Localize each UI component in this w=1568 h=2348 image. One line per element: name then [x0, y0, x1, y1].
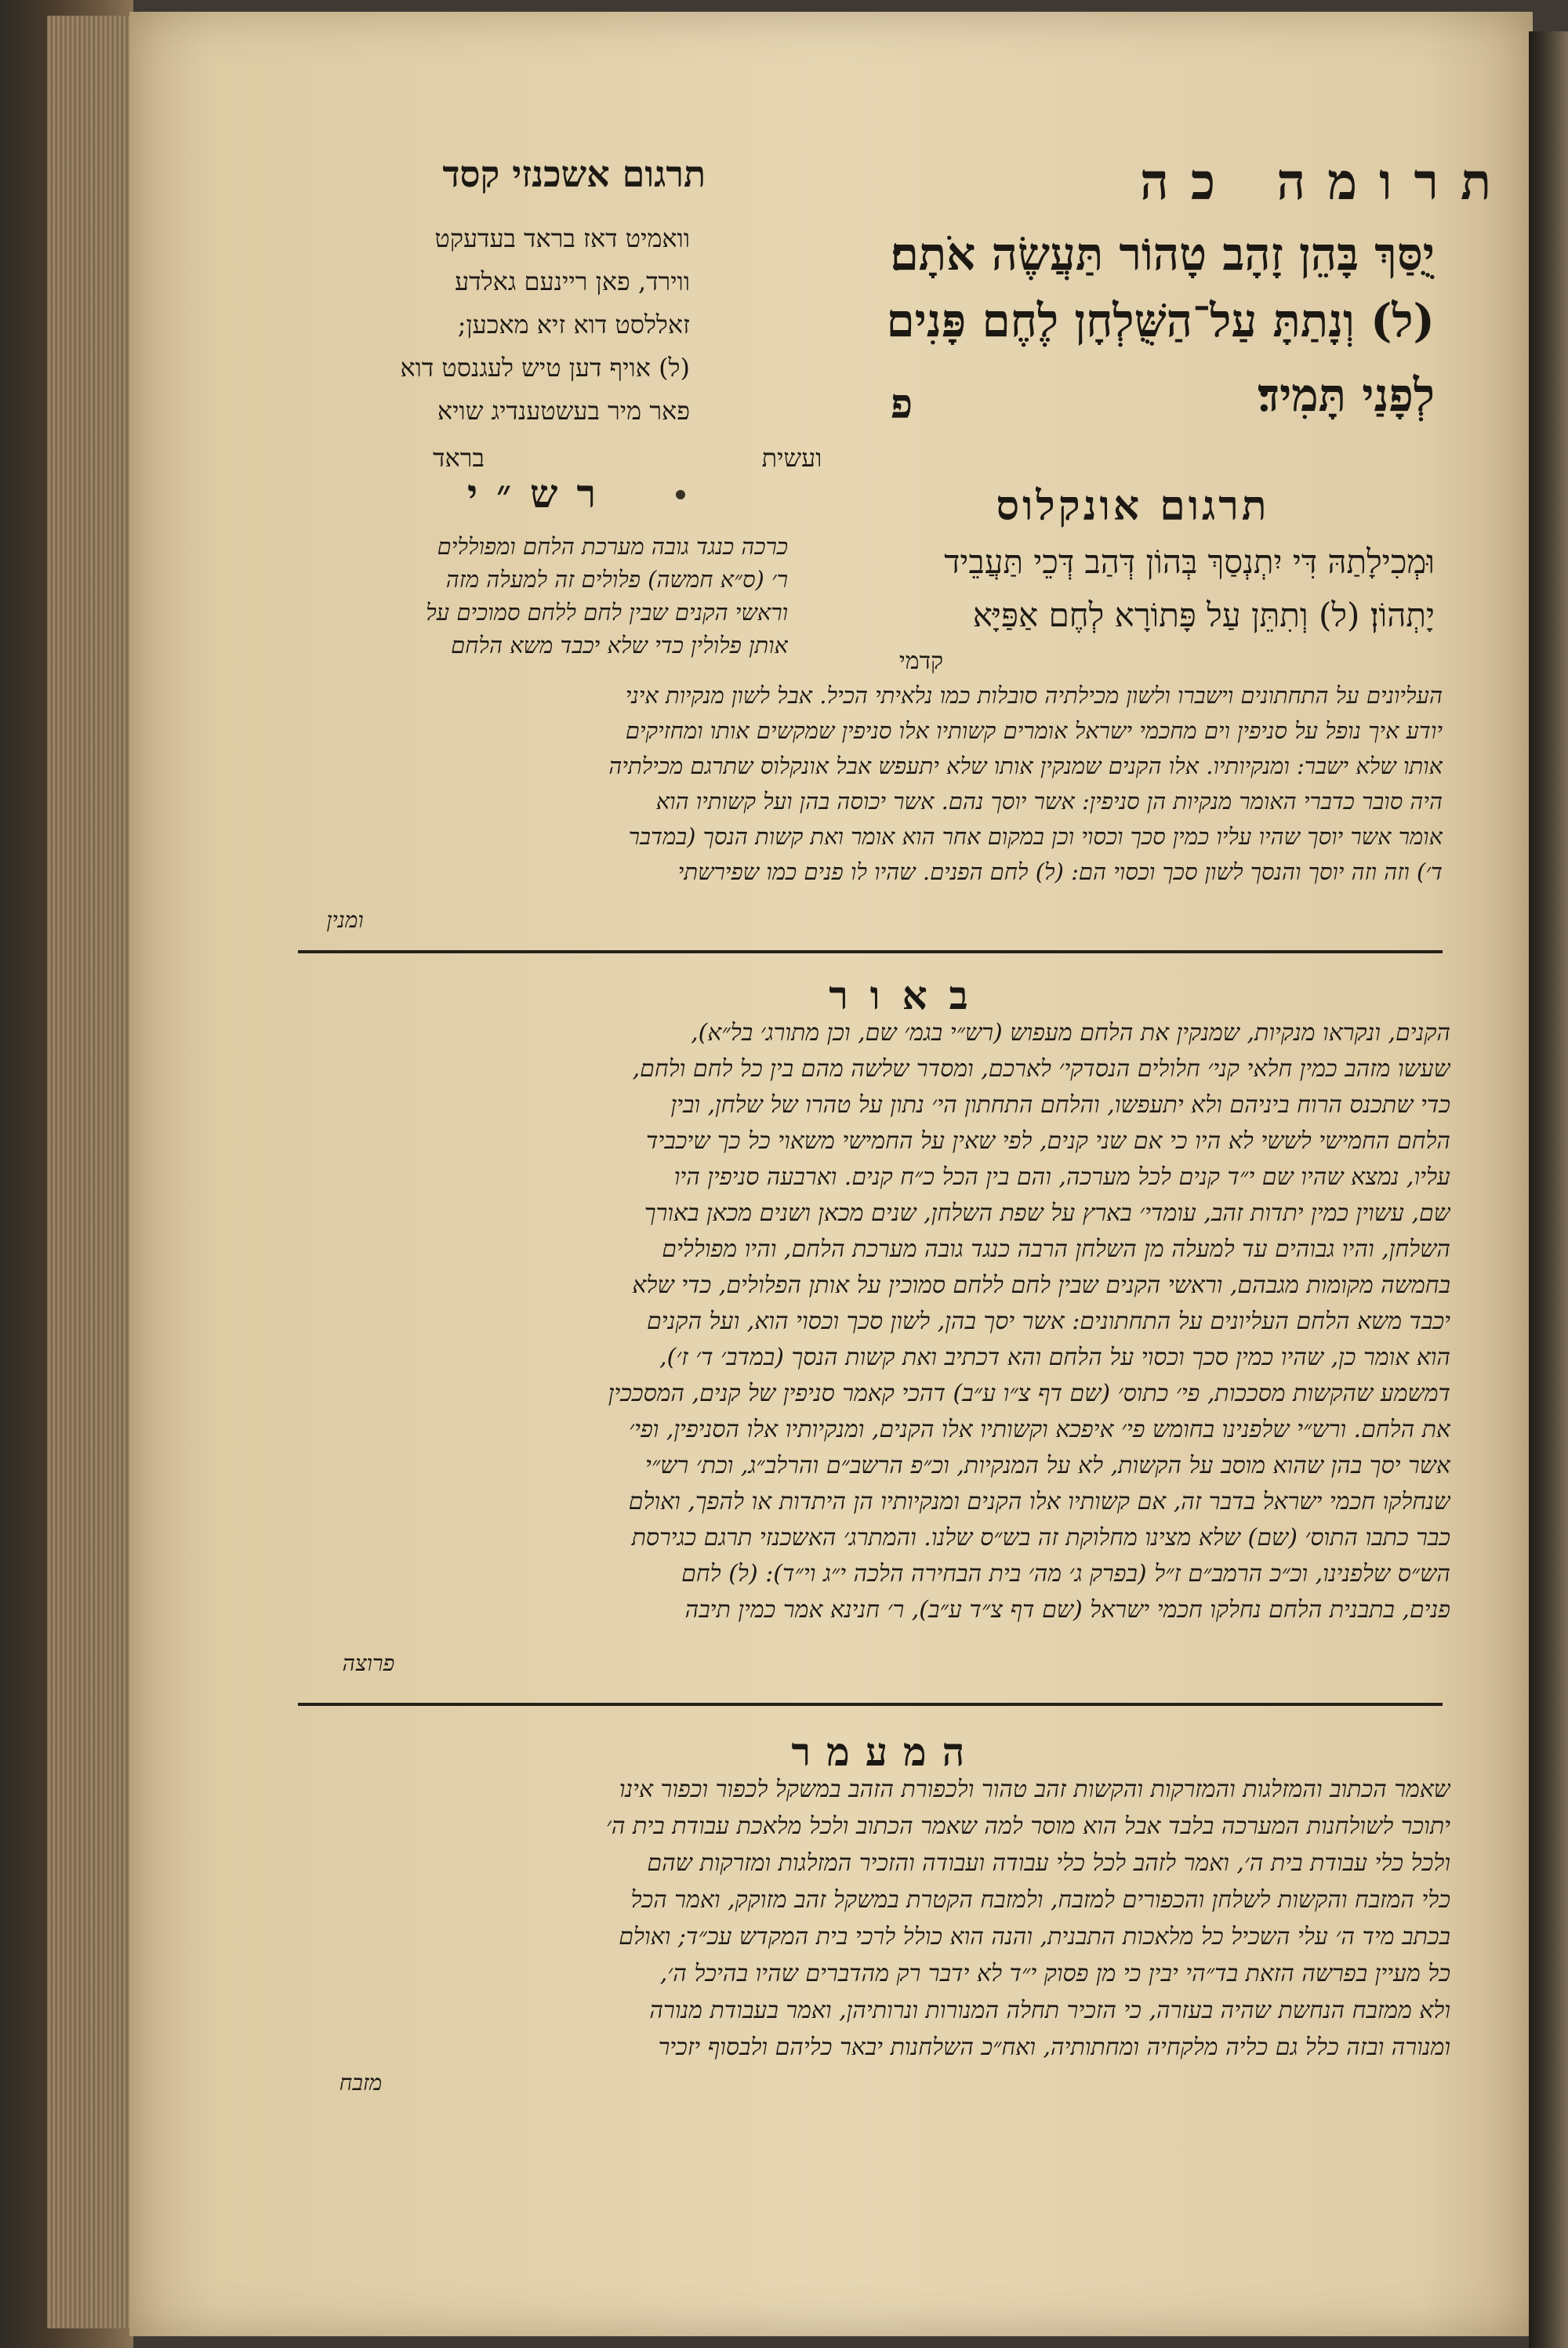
- verse-line: לְפָנַי תָּמִיד׃: [1258, 368, 1435, 422]
- rashi-catchword: ומנין: [326, 907, 364, 933]
- verse-line: יֻסַּךְ בָּהֵן זָהָב טָהוֹר תַּעֲשֶׂה אֹתָם׃: [890, 227, 1435, 281]
- onkelos-line: יָתְהוֹן׃ (ל) וְתִתֵּן עַל פָּתוֹרָא לְחֶם אַפַּיָּא: [972, 596, 1435, 634]
- biur-line: כדי שתכנס הרוח ביניהם ולא יתעפשו, והלחם התחתון הי׳ נתון על טהרו של שלחן, ובין: [670, 1091, 1450, 1119]
- verse-catchword: ועשית: [761, 443, 822, 473]
- onkelos-header: תרגום אונקלוס: [996, 482, 1270, 530]
- maamar-line: ולא ממזבח הנחשת שהיה בעזרה, כי הזכיר תחלה המנורות ונרותיהן, ואמר בעבודת מנורה: [649, 1997, 1450, 2024]
- biur-line: עליו, נמצא שהיו שם י״ד קנים לכל מערכה, והם בין הכל כ״ח קנים. וארבעה סניפין היו: [673, 1163, 1450, 1191]
- biur-line: הקנים, ונקראו מנקיות, שמנקין את הלחם מעפוש (רש״י בגמ׳ שם, וכן מתורג׳ בל״א),: [691, 1019, 1450, 1047]
- biur-line: אשר יסך בהן שהוא מוסב על הקשות, לא על המנקיות, וכ״פ הרשב״ם והרלב״ג, וכת׳ רש״י: [644, 1452, 1450, 1479]
- rashi-header: רש״י: [466, 470, 615, 517]
- rashi-line: כרכה כנגד גובה מערכת הלחם ומפוללים: [437, 533, 788, 560]
- biur-line: בחמשה מקומות מגבהם, וראשי הקנים שבין לחם ללחם סמוכין על אותן הפלולים, כדי שלא: [632, 1272, 1450, 1299]
- onkelos-catchword: קדמי: [898, 648, 944, 675]
- verse-line: (ל) וְנָתַתָּ עַל־הַשֻּׁלְחָן לֶחֶם פָּנִים: [886, 294, 1435, 347]
- parsha-pe-mark: פ: [890, 380, 913, 428]
- maamar-line: ומנורה ובזה כלל גם כליה מלקחיה ומחתותיה, ואח״כ השלחנות יבאר כליהם ולבסוף יזכיר: [658, 2034, 1450, 2061]
- yiddish-line: פאר מיר בעשטענדיג שויא: [437, 396, 690, 426]
- biur-line: את הלחם. ורש״י שלפנינו בחומש פי׳ איפכא וקשותיו אלו הקנים, ומנקיותיו אלו הסניפין, ופי׳: [629, 1416, 1450, 1443]
- biur-line: פנים, בתבנית הלחם נחלקו חכמי ישראל (שם דף צ״ד ע״ב), ר׳ חנינא אמר כמין תיבה: [684, 1596, 1450, 1624]
- rashi-line: וראשי הקנים שבין לחם ללחם סמוכים על: [426, 599, 788, 626]
- biur-line: השלחן, והיו גבוהים עד למעלה מן השלחן הרבה כנגד גובה מערכת הלחם, והיו מפוללים: [662, 1236, 1450, 1263]
- rashi-ornament-dot: [676, 490, 685, 499]
- rashi-line: אומר אשר יוסך שהיו עליו כמין סכך וכסוי וכן במקום אחר הוא אומר ואת קשות הנסך (במדבר: [628, 823, 1443, 850]
- yiddish-catchword: בראד: [433, 443, 485, 473]
- targum-ashkenazi-header: תרגום אשכנזי קסד: [442, 153, 706, 195]
- rashi-line: העליונים על התחתונים וישברו ולשון מכילתיה סובלות כמו נלאיתי הכיל. אבל לשון מנקיות איני: [625, 682, 1443, 709]
- maamar-line: בכתב מיד ה׳ עלי השכיל כל מלאכות התבנית, והנה הוא כולל לרכי בית המקדש עכ״ד; ואולם: [619, 1923, 1450, 1951]
- rashi-line: אותו שלא ישבר: ומנקיותיו. אלו הקנים שמנקין אותו שלא יתעפש אבל אונקלוס שתרגם מכילתיה: [608, 753, 1443, 779]
- section-divider: [298, 1703, 1443, 1706]
- maamar-header: המעמר: [791, 1729, 981, 1775]
- biur-line: כבר כתבו התוס׳ (שם) שלא מצינו מחלוקת זה בש״ס שלנו. והמתרג׳ האשכנזי תרגם כגירסת: [631, 1524, 1450, 1551]
- yiddish-line: (ל) אויף דען טיש לעגנסט דוא: [400, 353, 690, 383]
- yiddish-line: ווירד, פאן ריינעם גאלדע: [455, 267, 690, 296]
- rashi-line: ד׳) וזה וזה יוסך והנסך לשון סכך וכסוי הם: (ל) לחם הפנים. שהיו לו פנים כמו שפירשתי: [677, 858, 1443, 885]
- maamar-line: כל מעיין בפרשה הזאת בד״הי יבין כי מן פסוק י״ד לא ידבר רק מהדברים שהיו בהיכל ה׳,: [659, 1960, 1450, 1987]
- rashi-line: ר׳ (ס״א חמשה) פלולים זה למעלה מזה: [445, 566, 788, 593]
- biur-line: שנחלקו חכמי ישראל בדבר זה, אם קשותיו אלו הקנים ומנקיותיו הן היתדות או להפך, ואולם: [628, 1488, 1450, 1515]
- parsha-header: תרומה כה: [1140, 153, 1513, 212]
- biur-line: יכבד משא הלחם העליונים על התחתונים: אשר יסך בהן, לשון סכך וכסוי הוא, ועל הקנים: [647, 1308, 1450, 1335]
- rashi-line: אותן פלולין כדי שלא יכבד משא הלחם: [451, 632, 788, 659]
- rashi-line: היה סובר כדברי האומר מנקיות הן סניפין: אשר יוסך נהם. אשר יכוסה בהן ועל קשותיו הוא: [655, 788, 1443, 815]
- maamar-line: כלי המזבח והקשות לשלחן והכפורים למזבח, ולמזבח הקטרת במשקל זהב מזוקק, ואמר הכל: [630, 1886, 1450, 1914]
- biur-line: שם, עשוין כמין יתדות זהב, עומדי׳ בארץ על שפת השלחן, שנים מכאן ושנים מכאן באורך: [644, 1199, 1450, 1227]
- yiddish-line: וואמיט דאז בראד בעדעקט: [434, 223, 690, 253]
- facing-page-edge: [1529, 31, 1568, 2348]
- maamar-line: ולכל כלי עבודת בית ה׳, ואמר לזהב לכל כלי עבודה ועבודה והזכיר המזלגות ומזרקות שהם: [647, 1849, 1450, 1877]
- onkelos-line: וּמְכִילָתַהּ דִּי יִתְנְסַךְ בְּהוֹן דְּהַב דְּכֵי תַּעֲבֵיד: [944, 543, 1435, 581]
- rashi-line: יודע איך נופל על סניפין וים מחכמי ישראל אומרים קשותיו אלו סניפין שמקשים אותו ומחזיקים: [625, 717, 1443, 744]
- biur-line: שעשו מזהב כמין חלאי קני׳ חלולים הנסדקי׳ לארכם, ומסדר שלשה מהם בין כל לחם ולחם,: [632, 1055, 1450, 1083]
- biur-header: באור: [829, 972, 990, 1018]
- maamar-line: שאמר הכתוב והמזלגות והמזרקות והקשות זהב טהור ולכפורת הזהב במשקל לכפור וכפור אינו: [619, 1776, 1450, 1803]
- maamar-line: יתוכר לשולחנות המערכה בלבד אבל הוא מוסר למה שאמר הכתוב ולכל מלאכת עבודת בית ה׳: [606, 1813, 1450, 1840]
- biur-line: דמשמע שהקשות מסככות, פי׳ כתוס׳ (שם דף צ״ו ע״ב) דהכי קאמר סניפין של קנים, המסככין: [608, 1380, 1450, 1407]
- biur-line: הש״ס שלפנינו, וכ״כ הרמב״ם ז״ל (בפרק ג׳ מה׳ בית הבחירה הלכה י״ג וי״ד): (ל) לחם: [681, 1560, 1450, 1588]
- section-divider: [298, 950, 1443, 953]
- biur-line: הלחם החמישי לששי לא היו כי אם שני קנים, לפי שאין על החמישי משאוי כל כך שיכביד: [645, 1127, 1450, 1155]
- yiddish-line: זאללסט דוא זיא מאכען;: [457, 310, 690, 339]
- biur-line: הוא אומר כן, שהיו כמין סכך וכסוי על הלחם והא דכתיב ואת קשות הנסך (במדב׳ ד׳ ז׳),: [659, 1344, 1450, 1371]
- maamar-catchword: מזבח: [339, 2070, 383, 2096]
- biur-catchword: פרוצה: [342, 1650, 395, 1676]
- page-edges: [47, 16, 133, 2328]
